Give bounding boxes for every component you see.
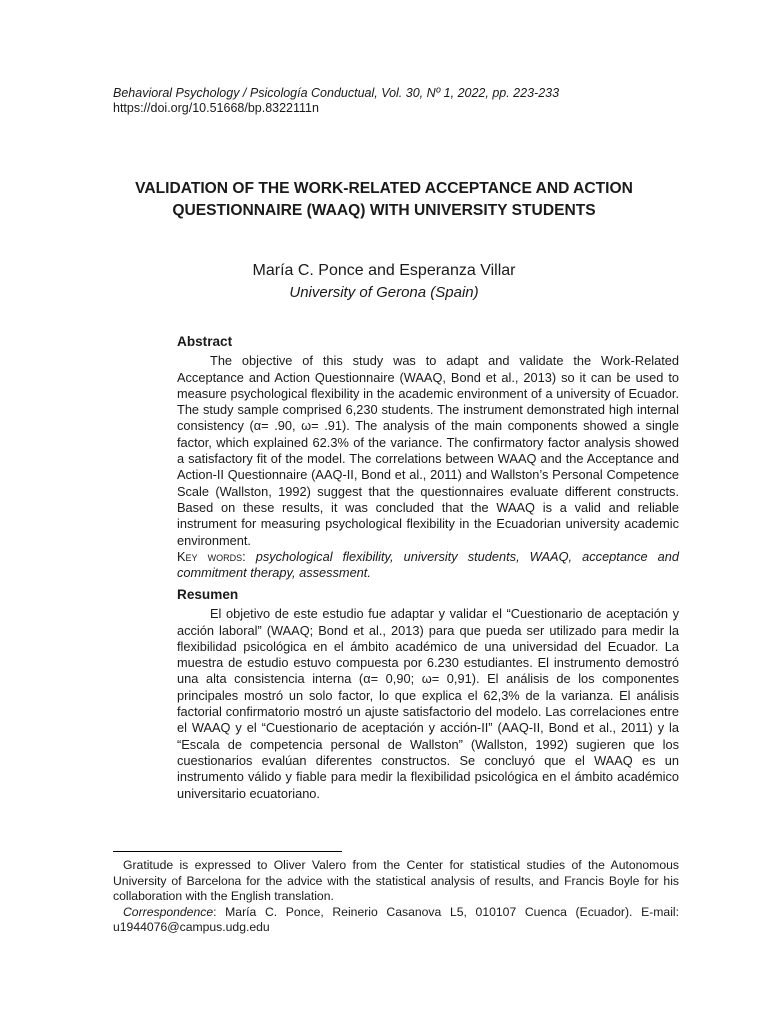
article-title: VALIDATION OF THE WORK-RELATED ACCEPTANCE AND ACTION QUESTIONNAIRE (WAAQ) WITH UNIVERSITY STUDENTS [135, 180, 633, 219]
resumen-body: El objetivo de este estudio fue adaptar y validar el “Cuestionario de aceptación y acción laboral” (WAAQ; Bond et al., 2013) para que pueda ser utilizado para medir la flexibilidad psicológica en el ámbito académico de una universidad del Ecuador. La muestra de estudio estuvo compuesta por 6.230 estudiantes. El instrumento demostró una alta consistencia interna (α= 0,90; ω= 0,91). El análisis de los componentes principales mostró un solo factor, lo que explica el 62,3% de la varianza. El análisis factorial confirmatorio mostró un ajuste satisfactorio del modelo. Las correlaciones entre el WAAQ y el “Cuestionario de aceptación y acción-II” (AAQ-II, Bond et al., 2011) y la “Escala de competencia personal de Wallston” (Wallston, 1992) sugieren que los cuestionarios evalúan diferentes constructos. Se concluyó que el WAAQ es un instrumento válido y fiable para medir la flexibilidad psicológica en el ámbito académico universitario ecuatoriano. [177, 606, 679, 801]
correspondence-text: : María C. Ponce, Reinerio Casanova L5, 010107 Cuenca (Ecuador). E-mail: u1944076@campus.udg.edu [113, 904, 679, 935]
keywords-line [177, 549, 679, 582]
keywords-label: Key words: [177, 548, 246, 564]
footnote-correspondence [113, 905, 679, 936]
abstract-section [177, 334, 679, 581]
abstract-body: The objective of this study was to adapt and validate the Work-Related Acceptance and Action Questionnaire (WAAQ, Bond et al., 2013) so it can be used to measure psychological flexibility in the academic environment of a university of Ecuador. The study sample comprised 6,230 students. The instrument demonstrated high internal consistency (α= .90, ω= .91). The analysis of the main components showed a single factor, which explained 62.3% of the variance. The confirmatory factor analysis showed a satisfactory fit of the model. The correlations between WAAQ and the Acceptance and Action-II Questionnaire (AAQ-II, Bond et al., 2011) and Wallston’s Personal Competence Scale (Wallston, 1992) suggest that the questionnaires evaluate different constructs. Based on these results, it was concluded that the WAAQ is a valid and reliable instrument for measuring psychological flexibility in the Ecuadorian university academic environment. [177, 353, 679, 548]
journal-citation: Behavioral Psychology / Psicología Conductual, Vol. 30, Nº 1, 2022, pp. 223-233 [113, 86, 560, 100]
footnote-divider [113, 851, 342, 852]
footnotes [113, 858, 679, 936]
keywords-list: psychological flexibility, university students, WAAQ, acceptance and commitment therapy, assessment. [177, 548, 680, 581]
footnote-gratitude: Gratitude is expressed to Oliver Valero from the Center for statistical studies of the Autonomous University of Barcelona for the advice with the statistical analysis of results, and Francis Boyle for his collaboration with the English translation. [113, 858, 679, 904]
resumen-section [177, 587, 679, 802]
article-affiliation: University of Gerona (Spain) [289, 284, 479, 301]
abstract-heading: Abstract [177, 334, 233, 349]
correspondence-label: Correspondence [123, 904, 214, 919]
article-authors: María C. Ponce and Esperanza Villar [252, 262, 516, 279]
doi-link[interactable]: https://doi.org/10.51668/bp.8322111n [113, 101, 319, 115]
resumen-heading: Resumen [177, 587, 239, 602]
